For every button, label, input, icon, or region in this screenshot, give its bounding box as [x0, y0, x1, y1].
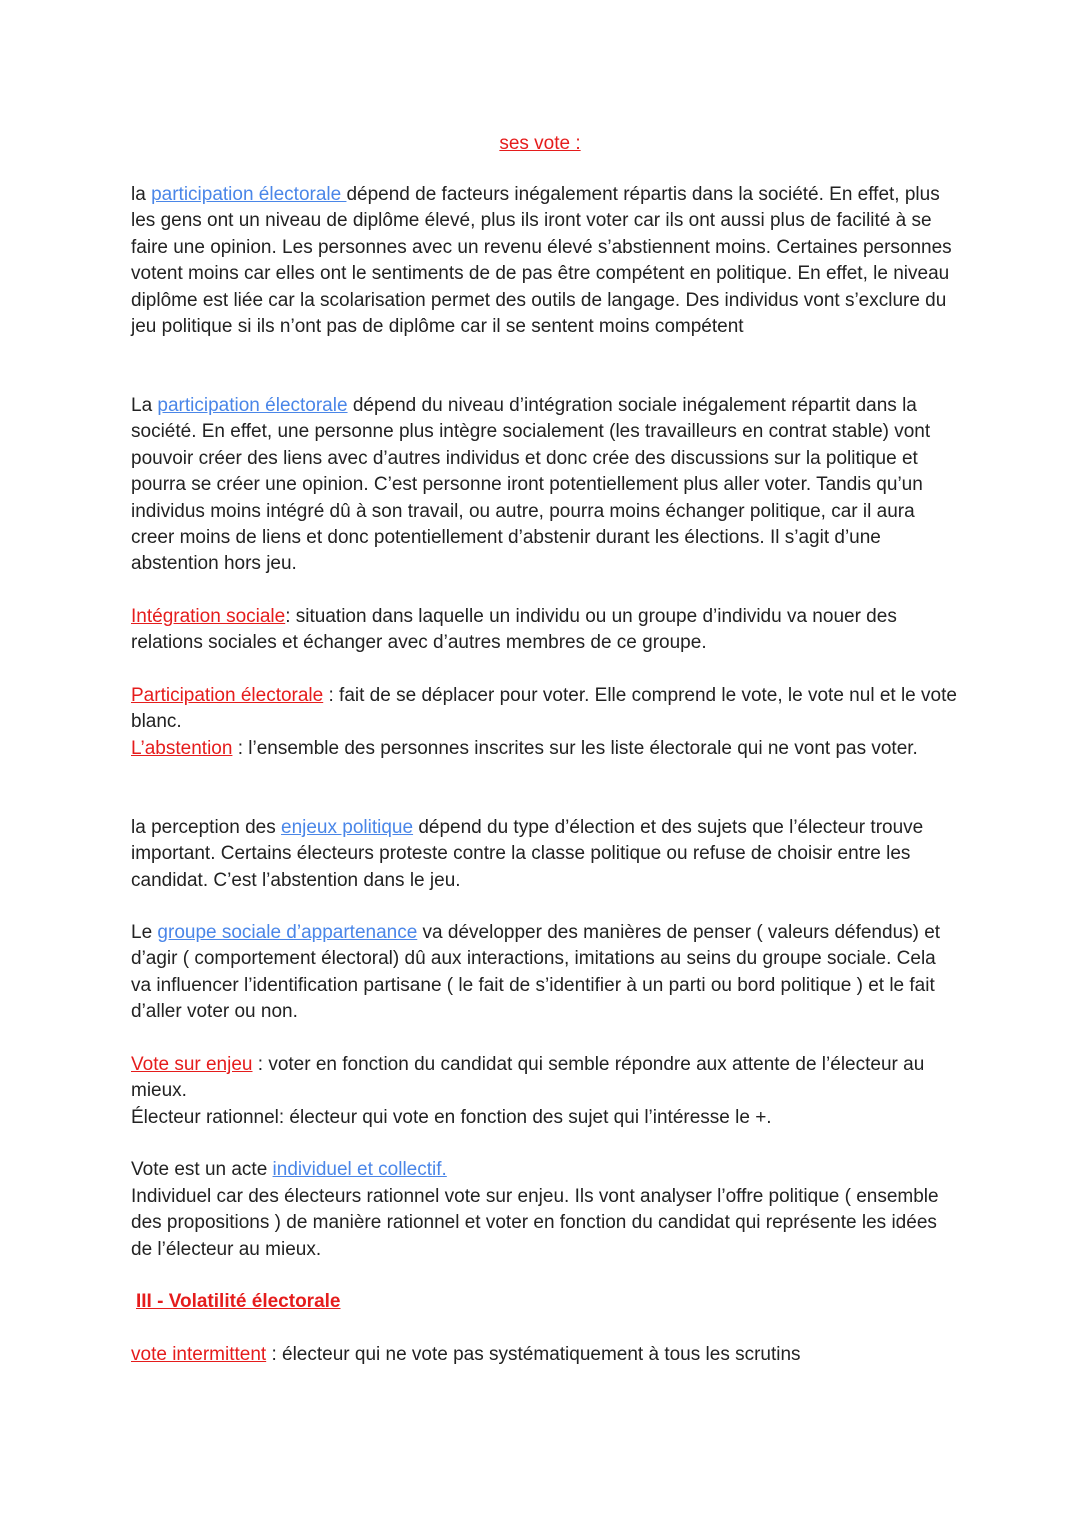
definition-abstention [131, 736, 961, 762]
section-title [136, 1289, 966, 1315]
definition-vote-sur-enjeu [131, 1052, 961, 1105]
definition-text: : voter en fonction du candidat qui semble répondre aux attente de l’électeur au mieux. [131, 1054, 925, 1102]
paragraph-enjeux [131, 815, 961, 894]
paragraph-text: la perception des [131, 817, 281, 838]
paragraph-text: Individuel car des électeurs rationnel vote sur enjeu. Ils vont analyser l’offre politique ( ensemble des propositions ) de manière rationnel et voter en fonction du candidat qui représente les idées de l’électeur au mieux. [131, 1186, 939, 1260]
paragraph-integration [131, 393, 961, 578]
link-participation-electorale[interactable]: participation électorale [151, 184, 347, 205]
definition-term: Intégration sociale [131, 606, 286, 627]
link-groupe-sociale[interactable]: groupe sociale d’appartenance [157, 922, 418, 943]
link-participation-electorale[interactable]: participation électorale [157, 395, 348, 416]
paragraph-text: dépend de facteurs inégalement répartis dans la société. En effet, plus les gens ont un niveau de diplôme élevé, plus ils iront voter car ils ont aussi plus de facilité à se faire une opinion. Les personnes avec un revenu élevé s’abstiennent moins. Certaines personnes votent moins car elles ont le sentiments de de pas être compétent en politique. En effet, le niveau diplôme est liée car la scolarisation permet des outils de langage. Des individus vont s’exclure du jeu politique si ils n’ont pas de diplôme car il se sentent moins compétent [131, 184, 952, 338]
definition-participation-electorale [131, 683, 961, 736]
paragraph-text: Le [131, 922, 158, 943]
paragraph-text: dépend du type d’élection et des sujets que l’électeur trouve important. Certains électeurs proteste contre la classe politique ou refuse de choisir entre les candidat. C’est l’abstention dans le jeu. [131, 817, 924, 891]
definition-term: vote intermittent [131, 1344, 267, 1365]
link-individuel-collectif[interactable]: individuel et collectif. [272, 1159, 447, 1180]
paragraph-diplome [131, 182, 961, 340]
definition-text: : fait de se déplacer pour voter. Elle comprend le vote, le vote nul et le vote blanc. [131, 685, 957, 733]
definition-term: Vote sur enjeu [131, 1054, 253, 1075]
paragraph-text: dépend du niveau d’intégration sociale inégalement répartit dans la société. En effet, une personne plus intègre socialement (les travailleurs en contrat stable) vont pouvoir créer des liens avec d’autres individus et donc crée des discussions sur la politique et pourra se créer une opinion. C’est personne iront potentiellement plus aller voter. Tandis qu’un individus moins intégré dû à son travail, ou autre, pourra moins échanger politique, car il aura creer moins de liens et donc potentiellement d’abstenir durant les élections. Il s’agit d’une abstention hors jeu. [131, 395, 931, 575]
paragraph-acte [131, 1157, 961, 1183]
paragraph-individuel [131, 1184, 961, 1263]
paragraph-text: Électeur rationnel: électeur qui vote en fonction des sujet qui l’intéresse le +. [131, 1107, 772, 1128]
definition-term: L’abstention [131, 738, 233, 759]
definition-text: : l’ensemble des personnes inscrites sur les liste électorale qui ne vont pas voter. [232, 738, 918, 759]
definition-integration-sociale [131, 604, 961, 657]
paragraph-text: La [131, 395, 158, 416]
section-title-text: III - Volatilité électorale [136, 1291, 341, 1312]
definition-text: : électeur qui ne vote pas systématiquement à tous les scrutins [266, 1344, 801, 1365]
paragraph-text: Vote est un acte [131, 1159, 273, 1180]
paragraph-text: va développer des manières de penser ( valeurs défendus) et d’agir ( comportement électoral) dû aux interactions, imitations au seins du groupe sociale. Cela va influencer l’identification partisane ( le fait de s’identifier à un parti ou bord politique ) et le fait d’aller voter ou non. [131, 922, 941, 1023]
definition-text: : situation dans laquelle un individu ou un groupe d’individu va nouer des relations sociales et échanger avec d’autres membres de ce groupe. [131, 606, 897, 654]
paragraph-groupe-social [131, 920, 961, 1026]
definition-term: Participation électorale [131, 685, 324, 706]
paragraph-electeur-rationnel [131, 1105, 961, 1131]
page-heading [0, 131, 1080, 157]
paragraph-text: la [131, 184, 152, 205]
heading-text: ses vote : [499, 133, 581, 154]
definition-vote-intermittent [131, 1342, 961, 1368]
link-enjeux-politique[interactable]: enjeux politique [281, 817, 414, 838]
